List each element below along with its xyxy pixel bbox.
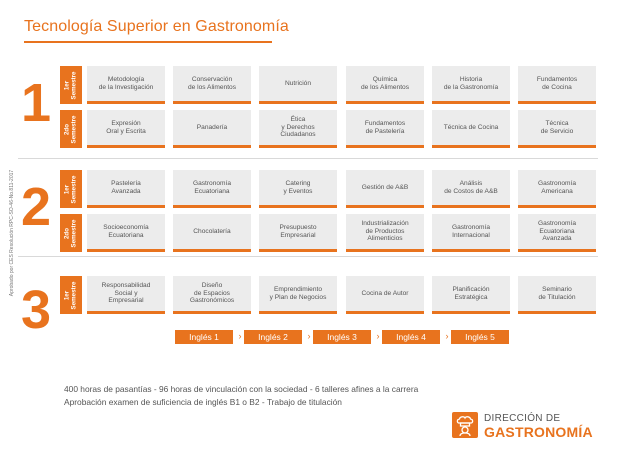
course-card: Chocolatería — [173, 214, 251, 252]
course-card: Emprendimiento y Plan de Negocios — [259, 276, 337, 314]
course-card: Socioeconomía Ecuatoriana — [87, 214, 165, 252]
semester-tab-4: 2do Semestre — [60, 214, 82, 252]
chevron-right-icon: › — [445, 331, 449, 341]
course-card: Expresión Oral y Escrita — [87, 110, 165, 148]
chevron-right-icon: › — [307, 331, 311, 341]
semester-tab-5: 1er Semestre — [60, 276, 82, 314]
year-number-1: 1 — [20, 73, 52, 133]
year-number-3: 3 — [20, 280, 52, 340]
ingles-level-5: Inglés 5 — [451, 330, 509, 344]
ingles-level-1: Inglés 1 — [175, 330, 233, 344]
course-card: Técnica de Servicio — [518, 110, 596, 148]
ingles-level-3: Inglés 3 — [313, 330, 371, 344]
chevron-right-icon: › — [238, 331, 242, 341]
course-card: Industrialización de Productos Alimenticios — [346, 214, 424, 252]
course-card: Panadería — [173, 110, 251, 148]
course-card: Ética y Derechos Ciudadanos — [259, 110, 337, 148]
course-card: Gastronomía Internacional — [432, 214, 510, 252]
page-title: Tecnología Superior en Gastronomía — [24, 18, 289, 35]
semester-tab-3: 1er Semestre — [60, 170, 82, 208]
course-card: Seminario de Titulación — [518, 276, 596, 314]
course-card: Metodología de la Investigación — [87, 66, 165, 104]
logo-text-line-2: GASTRONOMÍA — [484, 424, 593, 440]
course-card: Gastronomía Ecuatoriana — [173, 170, 251, 208]
course-card: Cocina de Autor — [346, 276, 424, 314]
chevron-right-icon: › — [376, 331, 380, 341]
ingles-level-4: Inglés 4 — [382, 330, 440, 344]
course-card: Catering y Eventos — [259, 170, 337, 208]
course-card: Fundamentos de Pastelería — [346, 110, 424, 148]
course-card: Gastronomía Ecuatoriana Avanzada — [518, 214, 596, 252]
course-card: Técnica de Cocina — [432, 110, 510, 148]
title-underline — [24, 41, 272, 43]
course-card: Pastelería Avanzada — [87, 170, 165, 208]
course-card: Análisis de Costos de A&B — [432, 170, 510, 208]
footer-line-1: 400 horas de pasantías - 96 horas de vinculación con la sociedad - 6 talleres afines a la carrera — [64, 384, 419, 394]
chef-icon — [452, 412, 478, 438]
course-card: Presupuesto Empresarial — [259, 214, 337, 252]
footer-line-2: Aprobación examen de suficiencia de inglés B1 o B2 - Trabajo de titulación — [64, 397, 342, 407]
logo-text-line-1: DIRECCIÓN DE — [484, 413, 561, 424]
semester-tab-1: 1er Semestre — [60, 66, 82, 104]
year-number-2: 2 — [20, 177, 52, 237]
approval-note: Aprobado por CES Resolución RPC-SO-46-No.811-2017 — [9, 169, 15, 297]
semester-tab-2: 2do Semestre — [60, 110, 82, 148]
course-card: Responsabilidad Social y Empresarial — [87, 276, 165, 314]
course-card: Historia de la Gastronomía — [432, 66, 510, 104]
separator-year-2 — [18, 256, 598, 257]
course-card: Diseño de Espacios Gastronómicos — [173, 276, 251, 314]
ingles-level-2: Inglés 2 — [244, 330, 302, 344]
course-card: Gestión de A&B — [346, 170, 424, 208]
course-card: Química de los Alimentos — [346, 66, 424, 104]
separator-year-1 — [18, 158, 598, 159]
course-card: Gastronomía Americana — [518, 170, 596, 208]
course-card: Conservación de los Alimentos — [173, 66, 251, 104]
course-card: Nutrición — [259, 66, 337, 104]
course-card: Planificación Estratégica — [432, 276, 510, 314]
course-card: Fundamentos de Cocina — [518, 66, 596, 104]
